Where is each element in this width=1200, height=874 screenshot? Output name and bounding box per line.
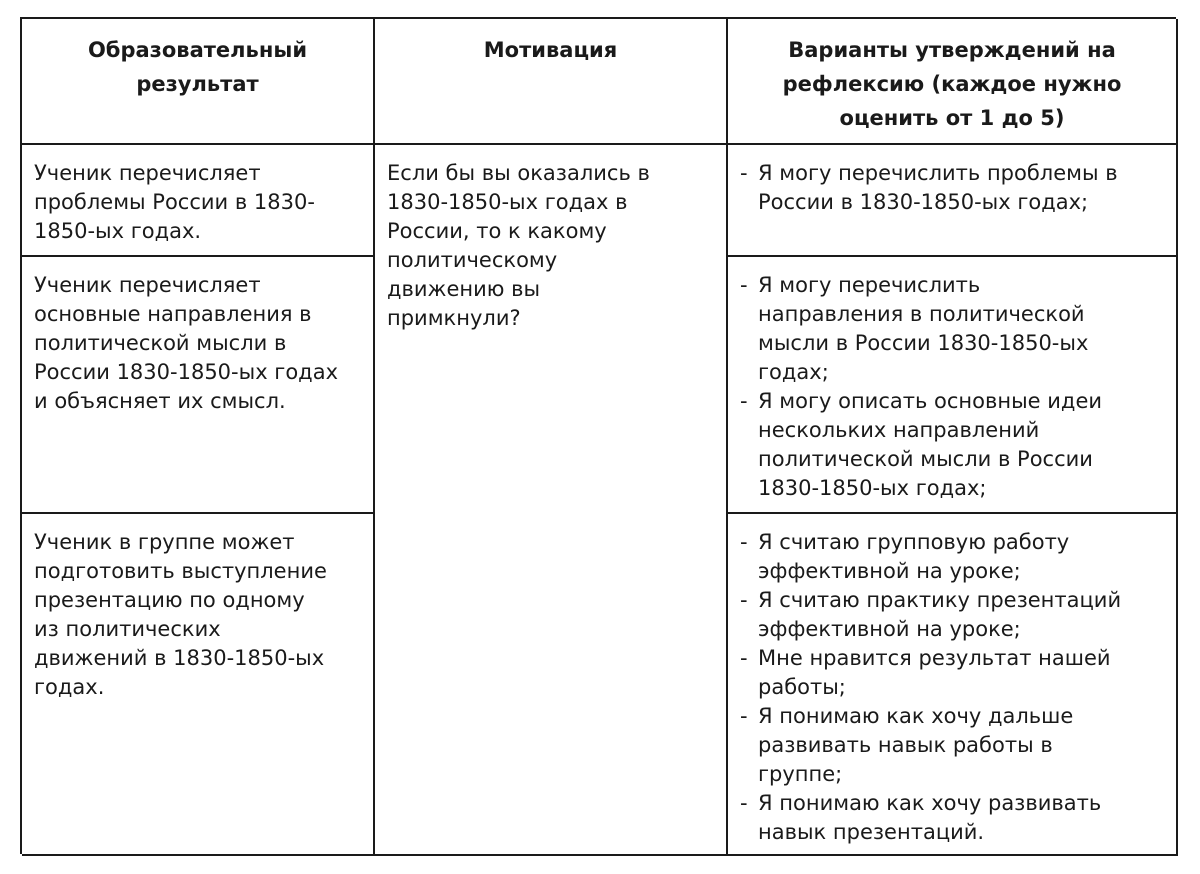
outcome-line: движений в 1830-1850-ых: [34, 646, 325, 670]
reflection-item: [740, 271, 1166, 387]
reflection-list: [740, 271, 1166, 503]
motivation-line: политическому: [387, 248, 558, 272]
outcome-line: основные направления в: [34, 302, 312, 326]
reflection-line: политической мысли в России: [758, 447, 1093, 471]
reflection-cell-2: [728, 257, 1178, 514]
reflection-line: 1830-1850-ых годах;: [758, 476, 987, 500]
reflection-line: - Мне нравится результат нашей: [758, 646, 1111, 670]
header-outcome: [22, 19, 375, 145]
outcome-line: России 1830-1850-ых годах: [34, 360, 338, 384]
header-reflection-line: рефлексию (каждое нужно: [782, 72, 1122, 96]
outcome-line: Ученик перечисляет: [34, 161, 261, 185]
reflection-list: [740, 528, 1166, 847]
header-outcome-line: Образовательный: [87, 38, 308, 62]
outcome-line: годах.: [34, 675, 105, 699]
outcome-line: 1850-ых годах.: [34, 219, 202, 243]
header-reflection-line: оценить от 1 до 5): [839, 106, 1065, 130]
outcome-line: политической мысли в: [34, 331, 287, 355]
reflection-line: мысли в России 1830-1850-ых: [758, 331, 1089, 355]
header-outcome-line: результат: [136, 72, 259, 96]
reflection-line: - Я считаю практику презентаций: [758, 588, 1122, 612]
reflection-line: эффективной на уроке;: [758, 617, 1021, 641]
outcome-cell-1: [22, 145, 375, 257]
reflection-item: [740, 644, 1166, 702]
outcome-line: и объясняет их смысл.: [34, 389, 286, 413]
reflection-item: [740, 528, 1166, 586]
reflection-cell-3: [728, 514, 1178, 856]
reflection-line: работы;: [758, 675, 846, 699]
reflection-cell-1: [728, 145, 1178, 257]
outcome-line: презентацию по одному: [34, 588, 305, 612]
outcome-line: из политических: [34, 617, 221, 641]
motivation-line: движению вы: [387, 277, 541, 301]
reflection-line: России в 1830-1850-ых годах;: [758, 190, 1089, 214]
motivation-line: 1830-1850-ых годах в: [387, 190, 628, 214]
reflection-item: [740, 387, 1166, 503]
motivation-line: Если бы вы оказались в: [387, 161, 650, 185]
outcome-line: подготовить выступление: [34, 559, 327, 583]
reflection-list: [740, 159, 1166, 217]
header-reflection-line: Варианты утверждений на: [788, 38, 1116, 62]
reflection-line: направления в политической: [758, 302, 1085, 326]
reflection-line: нескольких направлений: [758, 418, 1040, 442]
outcome-line: Ученик в группе может: [34, 530, 295, 554]
header-motivation-line: Мотивация: [483, 38, 618, 62]
reflection-line: - Я могу перечислить: [758, 273, 981, 297]
outcome-cell-3: [22, 514, 375, 856]
reflection-line: - Я могу описать основные идеи: [758, 389, 1103, 413]
outcome-line: проблемы России в 1830-: [34, 190, 315, 214]
reflection-line: годах;: [758, 360, 829, 384]
reflection-table: [20, 17, 1176, 854]
reflection-line: группе;: [758, 762, 843, 786]
reflection-line: - Я могу перечислить проблемы в: [758, 161, 1118, 185]
reflection-line: навык презентаций.: [758, 820, 985, 844]
motivation-cell: [375, 145, 728, 856]
motivation-line: России, то к какому: [387, 219, 607, 243]
outcome-cell-2: [22, 257, 375, 514]
reflection-item: [740, 702, 1166, 789]
reflection-line: эффективной на уроке;: [758, 559, 1021, 583]
reflection-line: - Я понимаю как хочу развивать: [758, 791, 1102, 815]
reflection-item: [740, 159, 1166, 217]
header-reflection: [728, 19, 1178, 145]
reflection-line: - Я считаю групповую работу: [758, 530, 1070, 554]
outcome-line: Ученик перечисляет: [34, 273, 261, 297]
reflection-item: [740, 789, 1166, 847]
header-motivation: [375, 19, 728, 145]
reflection-line: развивать навык работы в: [758, 733, 1053, 757]
reflection-line: - Я понимаю как хочу дальше: [758, 704, 1074, 728]
reflection-item: [740, 586, 1166, 644]
motivation-line: примкнули?: [387, 306, 521, 330]
